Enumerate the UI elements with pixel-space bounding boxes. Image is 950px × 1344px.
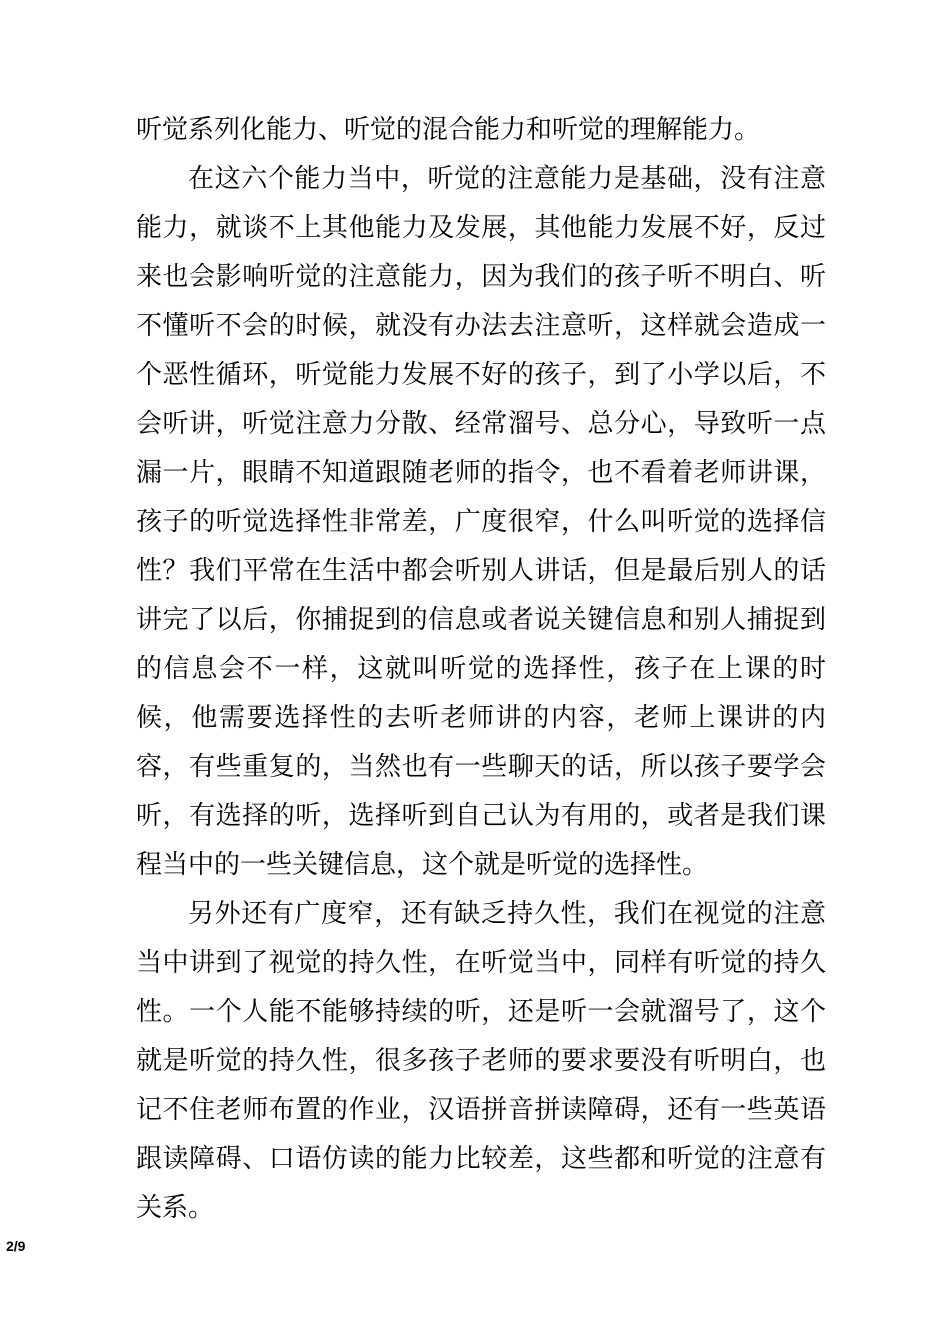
paragraph-continuation: 听觉系列化能力、听觉的混合能力和听觉的理解能力。 [136,115,761,145]
paragraph-auditory-persistence: 另外还有广度窄，还有缺乏持久性，我们在视觉的注意当中讲到了视觉的持久性，在听觉当中，同样有听觉的持久性。一个人能不能够持续的听，还是听一会就溜号了，这个就是听觉的持久性，很多孩子老师的要求要没有听明白，也记不住老师布置的作业，汉语拼音拼读障碍，还有一些英语跟读障碍、口语仿读的能力比较差，这些都和听觉的注意有关系。 [136,899,826,1223]
page-number: 2/9 [6,1238,26,1254]
document-body [136,106,826,1233]
paragraph-auditory-attention: 在这六个能力当中，听觉的注意能力是基础，没有注意能力，就谈不上其他能力及发展，其他能力发展不好，反过来也会影响听觉的注意能力，因为我们的孩子听不明白、听不懂听不会的时候，就没有办法去注意听，这样就会造成一个恶性循环，听觉能力发展不好的孩子，到了小学以后，不会听讲，听觉注意力分散、经常溜号、总分心，导致听一点漏一片，眼睛不知道跟随老师的指令，也不看着老师讲课，孩子的听觉选择性非常差，广度很窄，什么叫听觉的选择信性？我们平常在生活中都会听别人讲话，但是最后别人的话讲完了以后，你捕捉到的信息或者说关键信息和别人捕捉到的信息会不一样，这就叫听觉的选择性，孩子在上课的时候，他需要选择性的去听老师讲的内容，老师上课讲的内容，有些重复的，当然也有一些聊天的话，所以孩子要学会听，有选择的听，选择听到自己认为有用的，或者是我们课程当中的一些关键信息，这个就是听觉的选择性。 [136,164,826,880]
